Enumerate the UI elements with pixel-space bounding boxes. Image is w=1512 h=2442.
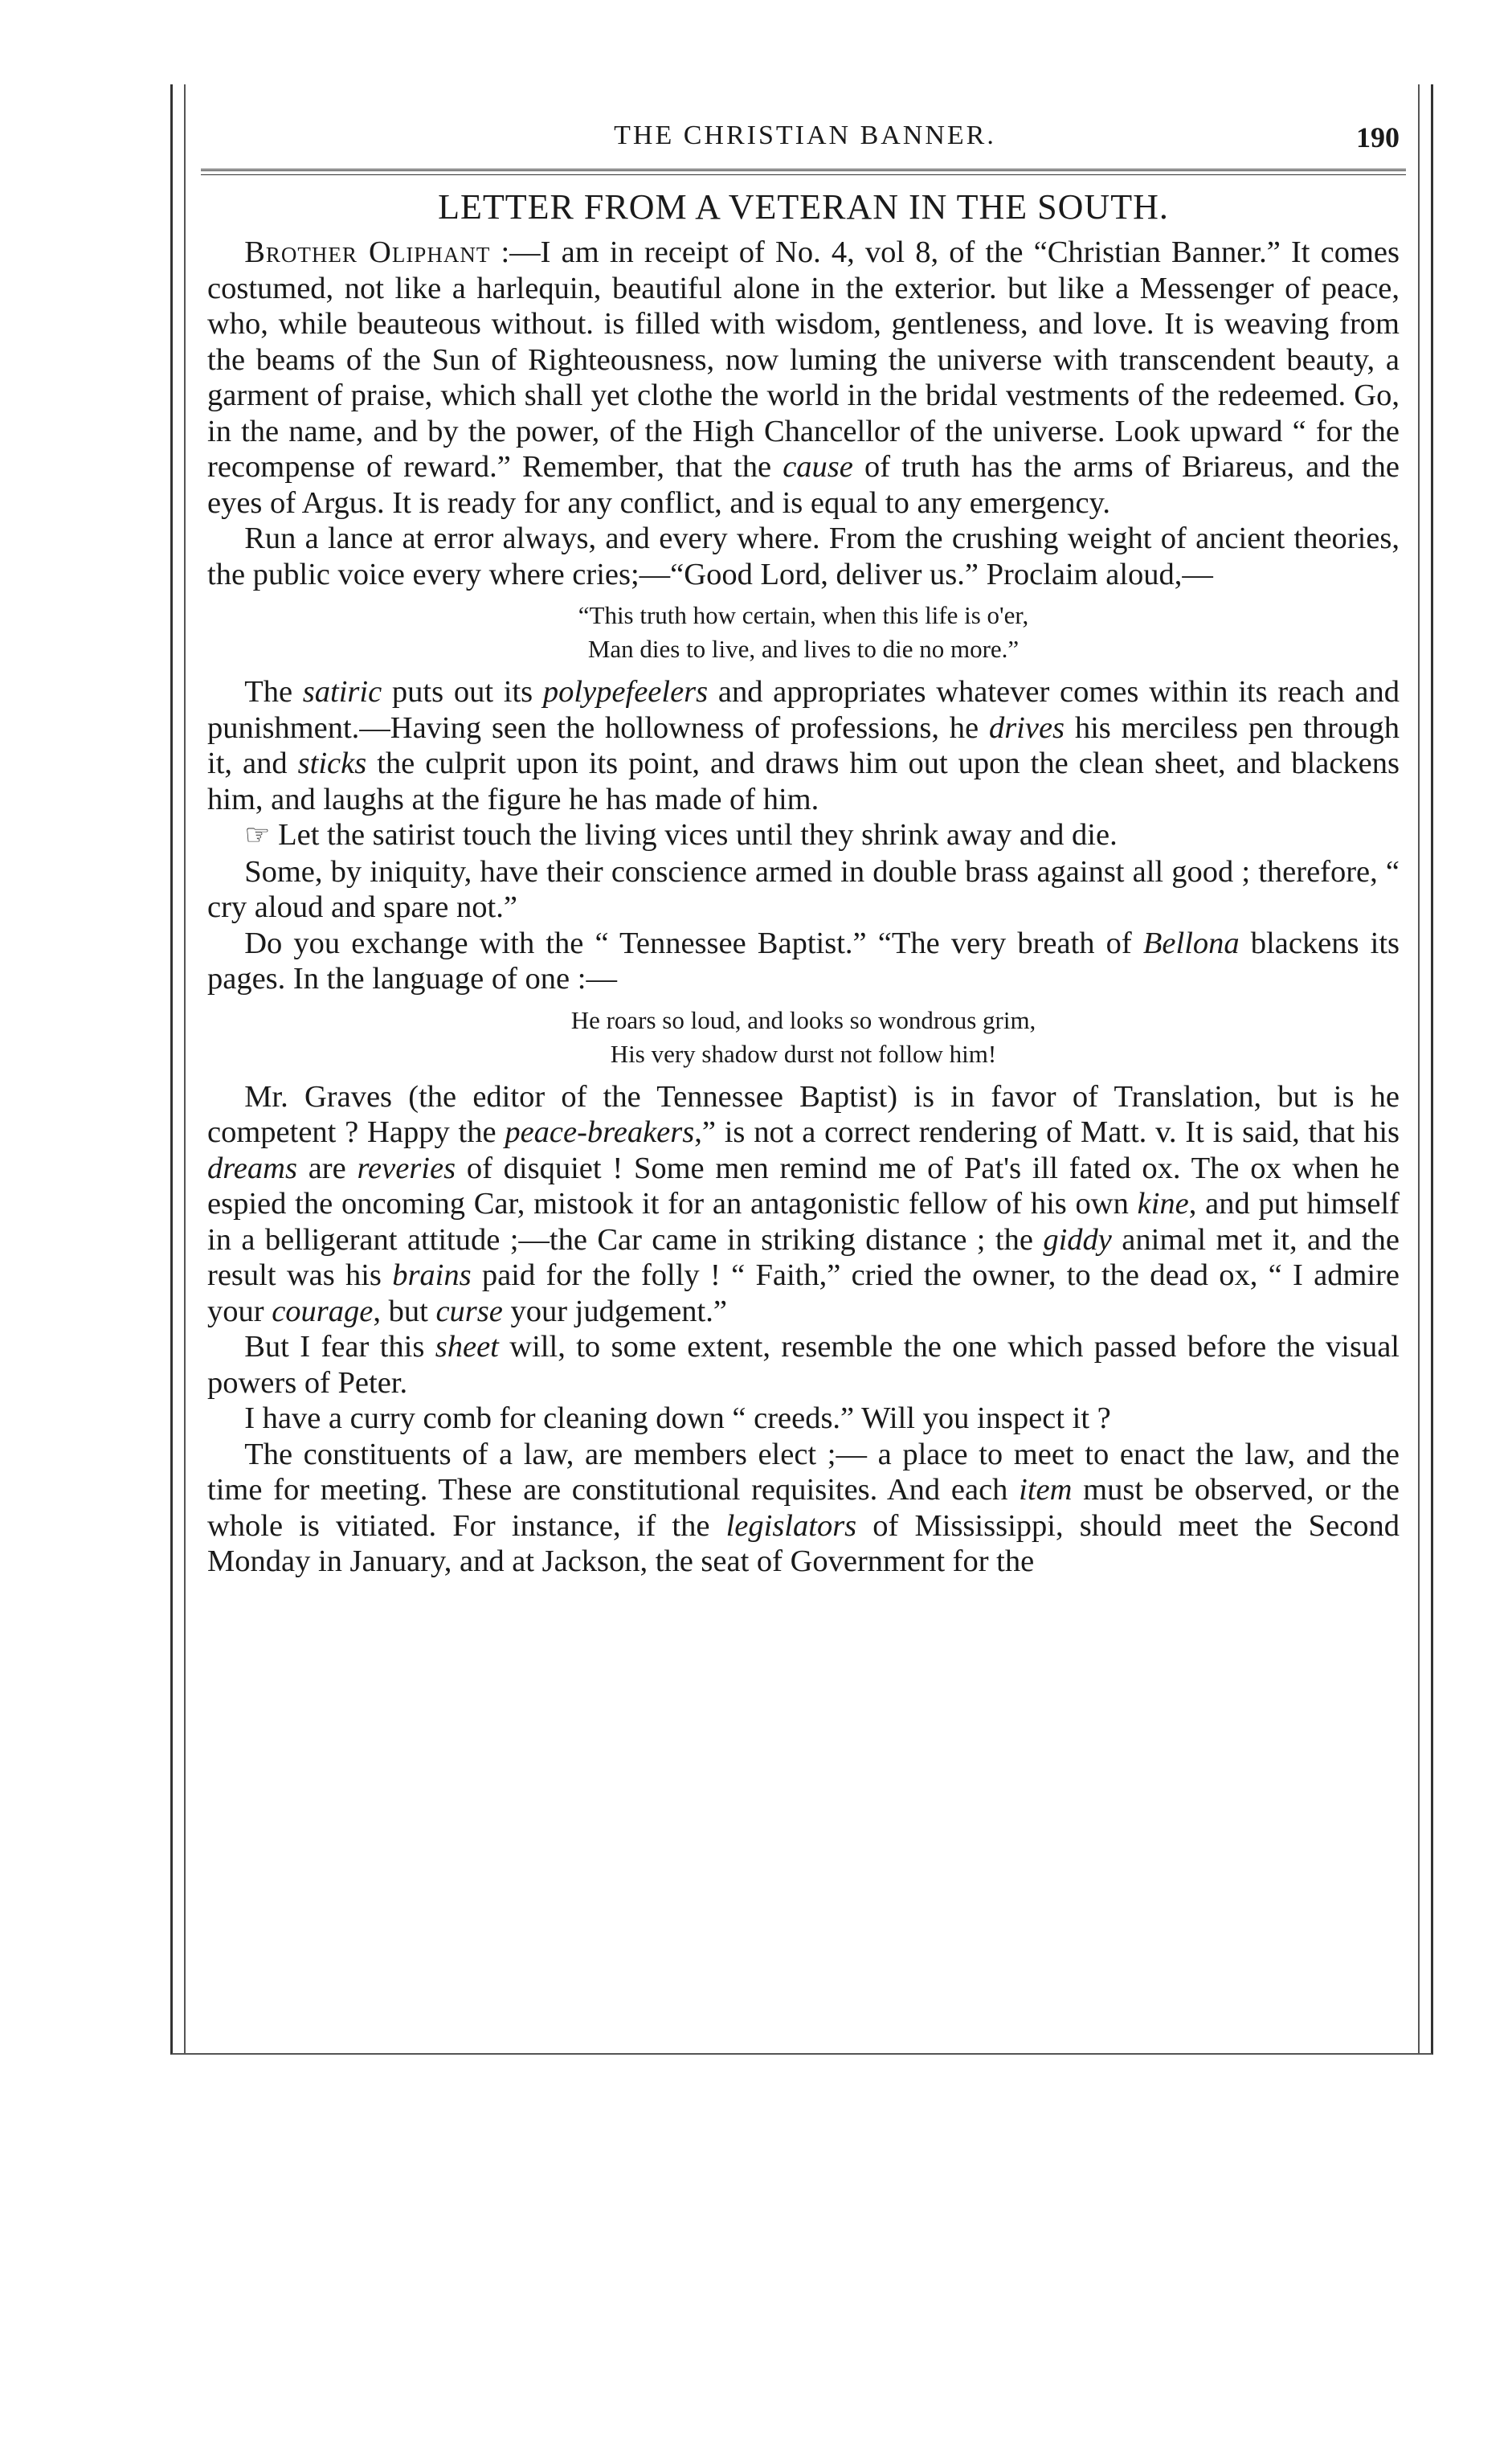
verse-quote-2 <box>207 1004 1400 1071</box>
verse-quote-1 <box>207 599 1400 666</box>
paragraph-6: Do you exchange with the “ Tennessee Baptist.” “The very breath of Bellona blackens its pages. In the language of one :— <box>207 926 1400 996</box>
verse-line: His very shadow durst not follow him! <box>610 1039 997 1068</box>
page-header <box>210 121 1400 169</box>
verse-line: “This truth how certain, when this life is o'er, <box>578 601 1029 629</box>
paragraph-3: The satiric puts out its polypefeelers and appropriates whatever comes within its reach and punishment.—Having seen the hollowness of professions, he drives his merciless pen through it, and sticks the culprit upon its point, and draws him out upon the clean sheet, and blackens him, and laughs at the figure he has made of him. <box>207 675 1400 816</box>
paragraph-8: But I fear this sheet will, to some extent, resemble the one which passed before the visual powers of Peter. <box>207 1330 1400 1400</box>
paragraph-10: The constituents of a law, are members elect ;— a place to meet to enact the law, and the time for meeting. These are constitutional requisites. And each item must be observed, or the whole is vitiated. For instance, if the legislators of Mississippi, should meet the Second Monday in January, and at Jackson, the seat of Government for the <box>207 1437 1400 1578</box>
page-number: 190 <box>1356 121 1400 153</box>
running-title: THE CHRISTIAN BANNER. <box>614 121 996 150</box>
paragraph-1: Brother Oliphant :—I am in receipt of No. 4, vol 8, of the “Christian Banner.” It comes costumed, not like a harlequin, beautiful alone in the exterior. but like a Messenger of peace, who, while beauteous without. is filled with wisdom, gentleness, and love. It is weaving from the beams of the Sun of Righteousness, now luming the universe with transcendent beauty, a garment of praise, which shall yet clothe the world in the bridal vestments of the redeemed. Go, in the name, and by the power, of the High Chancellor of the universe. Look upward “ for the recompense of reward.” Remember, that the cause of truth has the arms of Briareus, and the eyes of Argus. It is ready for any conflict, and is equal to any emergency. <box>207 235 1400 520</box>
paragraph-7: Mr. Graves (the editor of the Tennessee Baptist) is in favor of Translation, but is he competent ? Happy the peace-breakers,” is not a correct rendering of Matt. v. It is said, that his dreams are reveries of disquiet ! Some men remind me of Pat's ill fated ox. The ox when he espied the oncoming Car, mistook it for an antagonistic fellow of his own kine, and put himself in a belligerant attitude ;—the Car came in striking distance ; the giddy animal met it, and the result was his brains paid for the folly ! “ Faith,” cried the owner, to the dead ox, “ I admire your courage, but curse your judgement.” <box>207 1079 1400 1328</box>
paragraph-4: ☞ Let the satirist touch the living vices until they shrink away and die. <box>244 818 1118 852</box>
salutation: Brother Oliphant <box>244 235 491 269</box>
pointing-hand-icon: ☞ <box>244 819 271 852</box>
article-title: LETTER FROM A VETERAN IN THE SOUTH. <box>438 187 1169 227</box>
paragraph-9: I have a curry comb for cleaning down “ creeds.” Will you inspect it ? <box>244 1401 1111 1435</box>
paragraph-2: Run a lance at error always, and every where. From the crushing weight of ancient theories, the public voice every where cries;—“Good Lord, deliver us.” Proclaim aloud,— <box>207 522 1400 591</box>
verse-line: Man dies to live, and lives to die no more.” <box>587 635 1020 663</box>
header-rule <box>201 169 1406 175</box>
article-body <box>207 185 1400 1580</box>
paragraph-5: Some, by iniquity, have their conscience armed in double brass against all good ; therefore, “ cry aloud and spare not.” <box>207 854 1400 924</box>
verse-line: He roars so loud, and looks so wondrous grim, <box>570 1005 1036 1034</box>
